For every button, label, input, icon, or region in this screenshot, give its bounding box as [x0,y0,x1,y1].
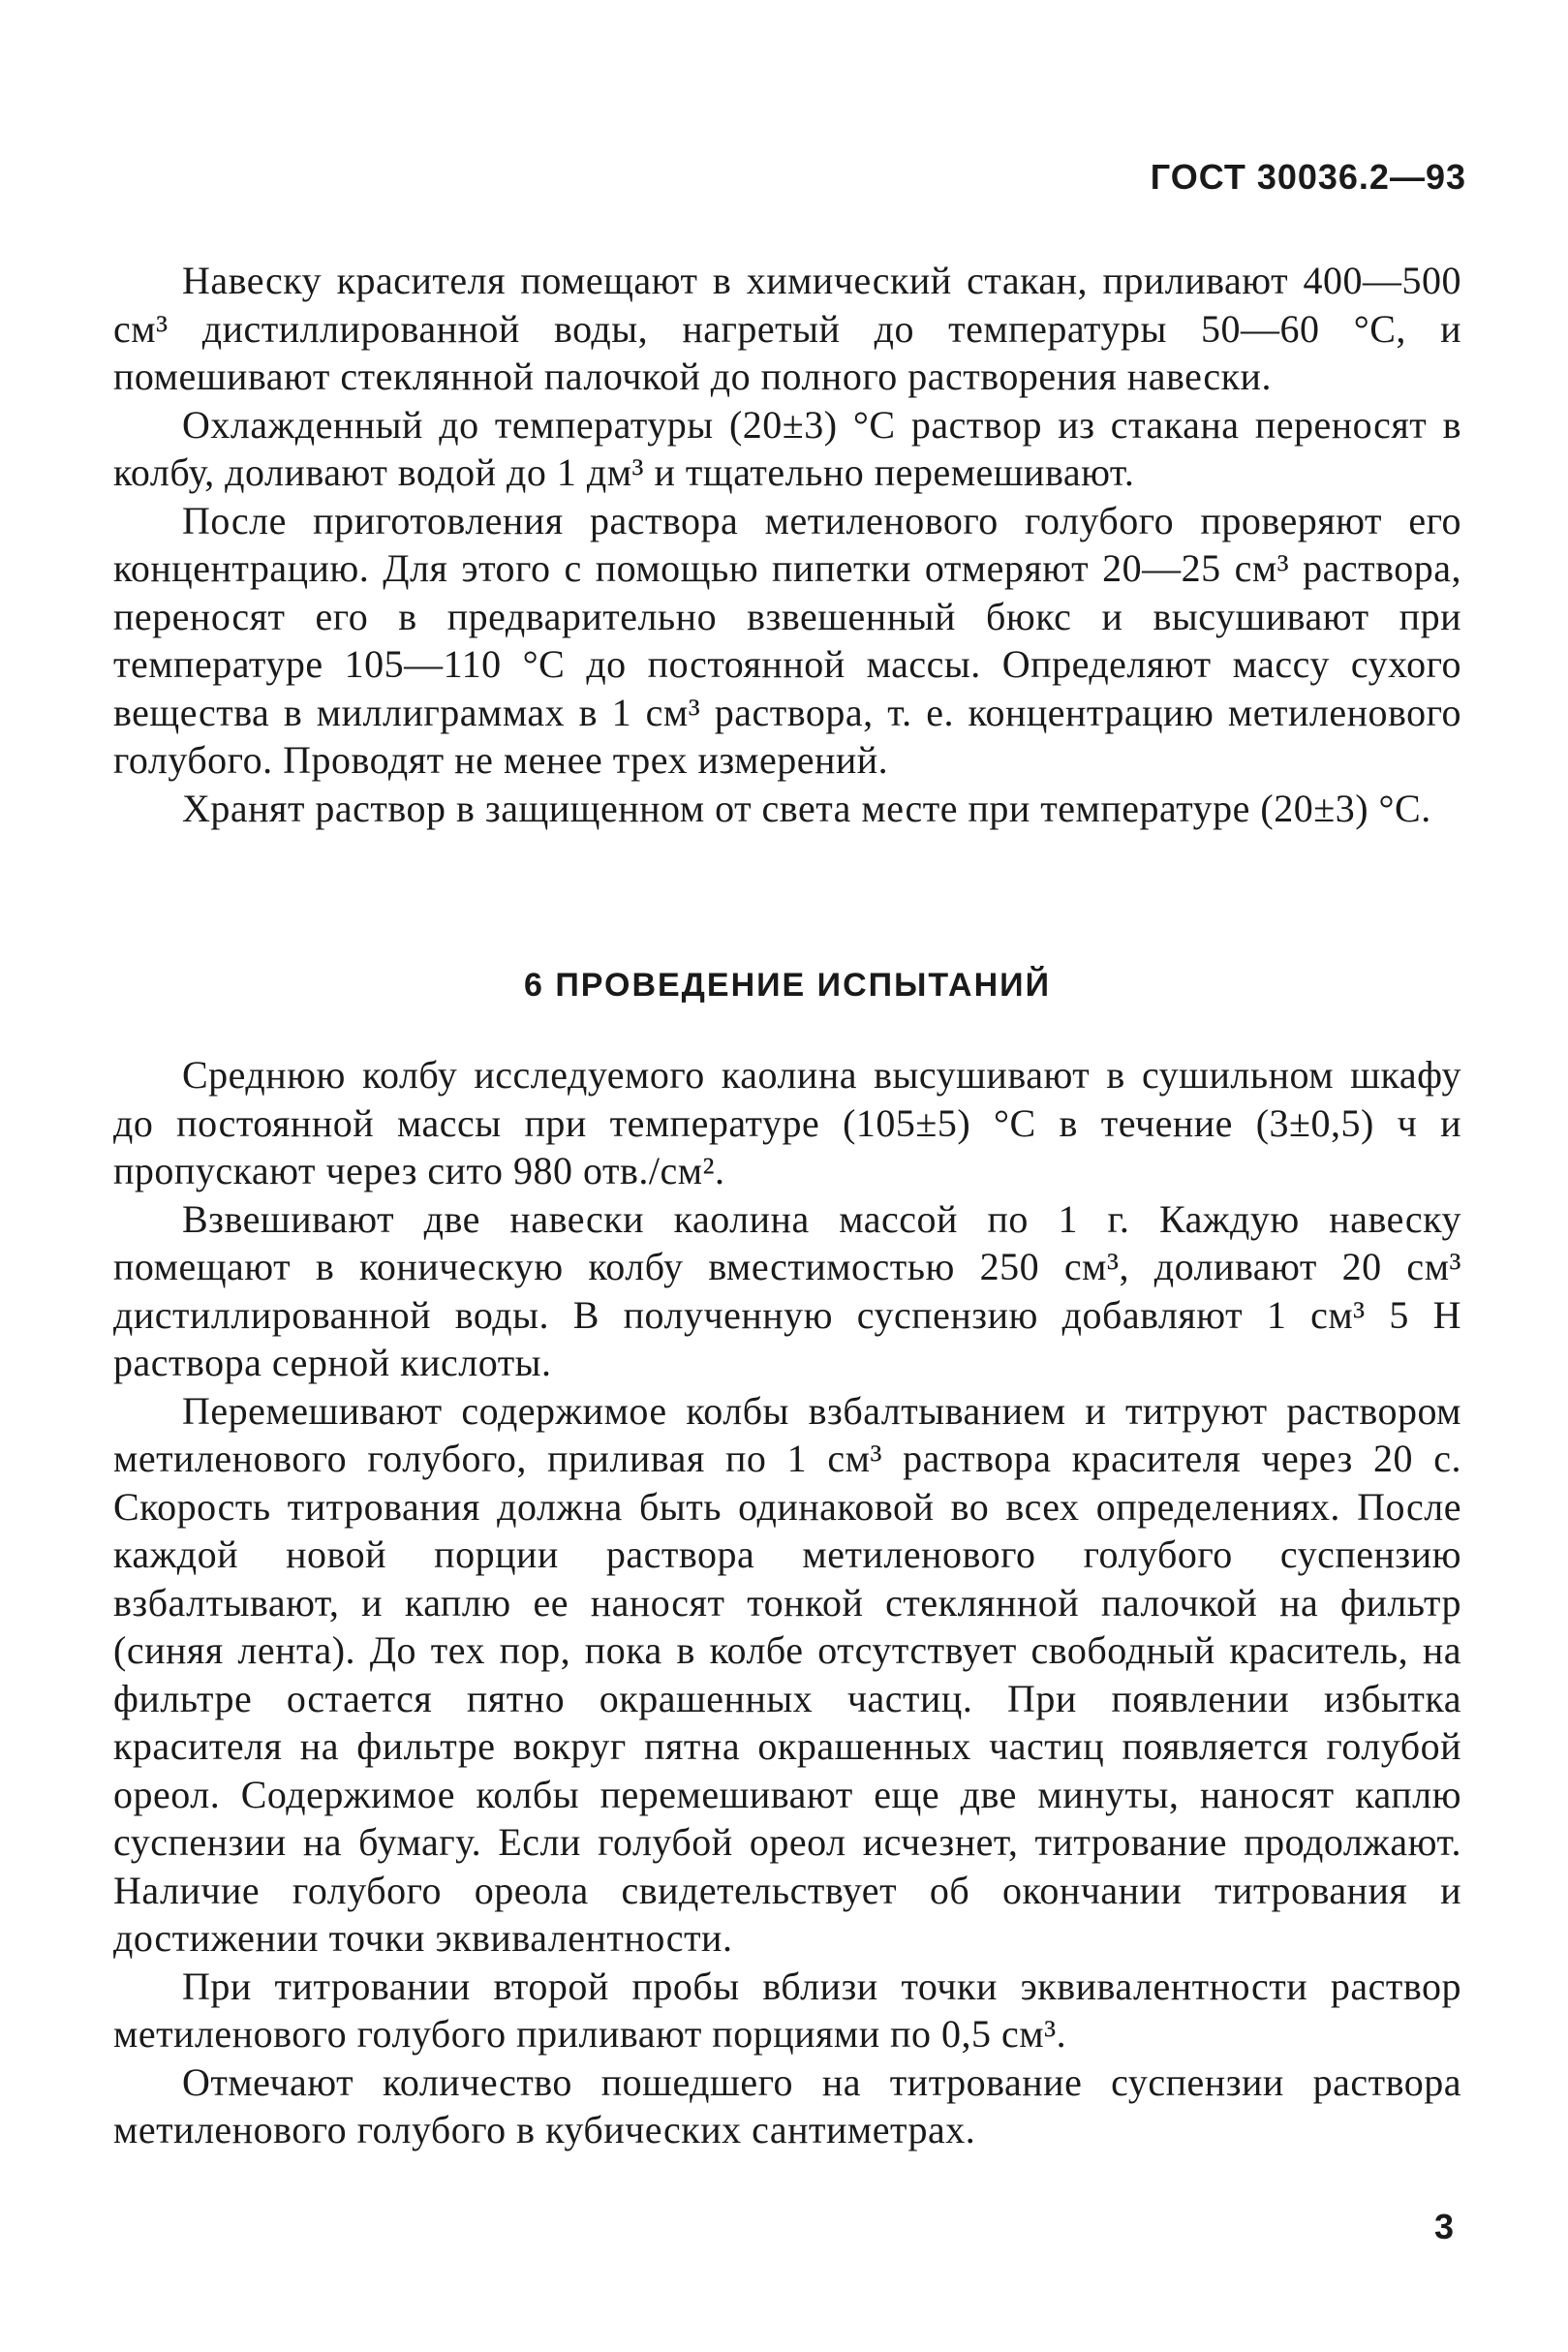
paragraph-concentration-check: После приготовления раствора метиленового голубого проверяют его концентрацию. Для этого с помощью пипетки отмеряют 20—25 см³ раствора, переносят его в предварительно взвешенный бюкс и высушивают при температуре 105—110 °С до постоянной массы. Определяют массу сухого вещества в миллиграммах в 1 см³ раствора, т. е. концентрацию метиленового голубого. Проводят не менее трех измерений. [113,498,1461,782]
paragraph-titration: Перемешивают содержимое колбы взбалтыванием и титруют раствором метиленового голубого, приливая по 1 см³ раствора красителя через 20 с. Скорость титрования должна быть одинаковой во всех определениях. После каждой новой порции раствора метиленового голубого суспензию взбалтывают, и каплю ее наносят тонкой стеклянной палочкой на фильтр (синяя лента). До тех пор, пока в колбе отсутствует свободный краситель, на фильтре остается пятно окрашенных частиц. При появлении избытка красителя на фильтре вокруг пятна окрашенных частиц появляется голубой ореол. Содержимое колбы перемешивают еще две минуты, наносят каплю суспензии на бумагу. Если голубой ореол исчезнет, титрование продолжают. Наличие голубого ореола свидетельствует об окончании титрования и достижении точки эквивалентности. [113,1388,1461,1960]
paragraph-weighing: Взвешивают две навески каолина массой по 1 г. Каждую навеску помещают в коническую колбу вместимостью 250 см³, доливают 20 см³ дистиллированной воды. В полученную суспензию добавляют 1 см³ 5 Н раствора серной кислоты. [113,1196,1461,1384]
paragraph-cooling-transfer: Охлажденный до температуры (20±3) °С раствор из стакана переносят в колбу, доливают водой до 1 дм³ и тщательно перемешивают. [113,402,1461,494]
paragraph-record-volume: Отмечают количество пошедшего на титрование суспензии раствора метиленового голубого в кубических сантиметрах. [113,2059,1461,2151]
page-number: 3 [1433,2207,1454,2246]
paragraph-sample-drying: Среднюю колбу исследуемого каолина высушивают в сушильном шкафу до постоянной массы при температуре (105±5) °С в течение (3±0,5) ч и пропускают через сито 980 отв./см². [113,1053,1461,1192]
preparation-text-block [113,257,1461,832]
testing-text-block [113,1051,1461,2154]
paragraph-storage: Хранят раствор в защищенном от света месте при температуре (20±3) °С. [182,786,1431,830]
paragraph-second-sample: При титровании второй пробы вблизи точки эквивалентности раствор метиленового голубого приливают порциями по 0,5 см³. [113,1964,1461,2056]
paragraph-dye-dissolution: Навеску красителя помещают в химический стакан, приливают 400—500 см³ дистиллированной воды, нагретый до температуры 50—60 °С, и помешивают стеклянной палочкой до полного растворения навески. [113,259,1461,398]
section-heading-testing: 6 ПРОВЕДЕНИЕ ИСПЫТАНИЙ [523,967,1052,1004]
standard-header: ГОСТ 30036.2—93 [1150,157,1466,197]
